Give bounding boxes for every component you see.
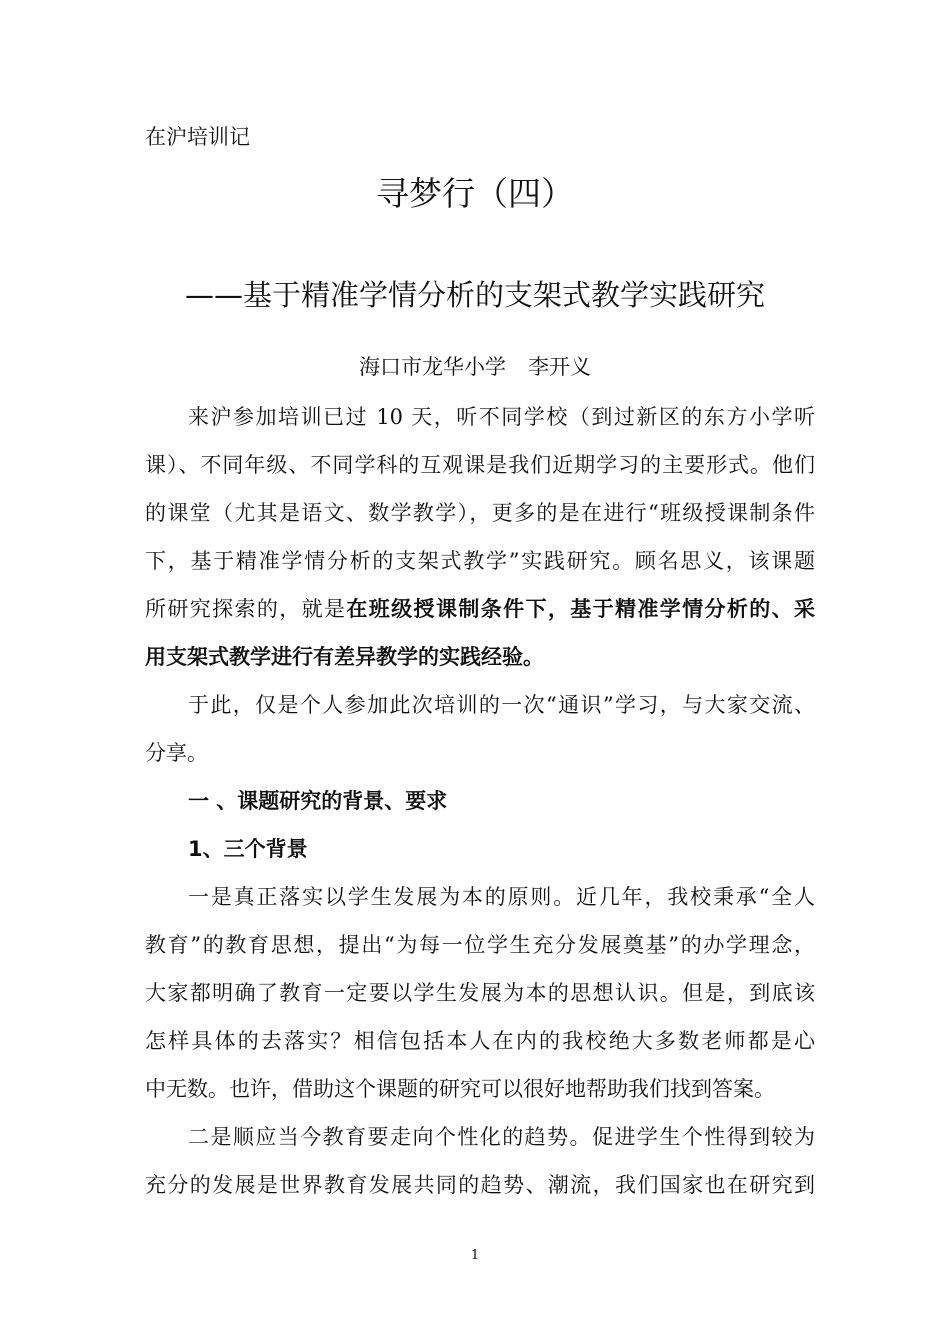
paragraph-line: 一是真正落实以学生发展为本的原则。近几年，我校秉承“全人: [188, 885, 815, 909]
paragraph-line: [145, 589, 815, 637]
author-school: 海口市龙华小学: [359, 355, 506, 379]
paragraph-line: 于此，仅是个人参加此次培训的一次“通识”学习，与大家交流、: [188, 693, 815, 717]
paragraph-line: 下，基于精准学情分析的支架式教学”实践研究。顾名思义，该课题: [145, 549, 815, 573]
author-line: [0, 352, 950, 382]
paragraph-line: 的课堂（尤其是语文、数学教学），更多的是在进行“班级授课制条件: [145, 501, 815, 525]
bold-emphasis: 在班级授课制条件下，基于精准学情分析的、采: [346, 597, 815, 621]
paragraph-line: 怎样具体的去落实？相信包括本人在内的我校绝大多数老师都是心: [145, 1029, 815, 1053]
paragraph-line: 课）、不同年级、不同学科的互观课是我们近期学习的主要形式。他们: [145, 453, 815, 477]
document-title: 寻梦行（四）: [376, 174, 574, 213]
paragraph-line: 充分的发展是世界教育发展共同的趋势、潮流，我们国家也在研究到: [145, 1173, 815, 1197]
author-name: 李开义: [528, 355, 591, 379]
subsection-heading: 1、三个背景: [188, 837, 308, 861]
section-heading: 一 、课题研究的背景、要求: [188, 789, 448, 813]
paragraph-line: 教育”的教育思想，提出“为每一位学生充分发展奠基”的办学理念，: [145, 933, 815, 957]
paragraph-line: 来沪参加培训已过 10 天，听不同学校（到过新区的东方小学听: [188, 405, 815, 429]
line-text: 所研究探索的，就是: [145, 597, 347, 621]
paragraph-line: 分享。: [145, 741, 208, 765]
paragraph-line: 中无数。也许，借助这个课题的研究可以很好地帮助我们找到答案。: [145, 1077, 775, 1101]
document-subtitle: ——基于精准学情分析的支架式教学实践研究: [184, 278, 765, 312]
paragraph-line: 大家都明确了教育一定要以学生发展为本的思想认识。但是，到底该: [145, 981, 815, 1005]
document-body: [145, 397, 815, 1213]
top-note: 在沪培训记: [145, 125, 250, 149]
page-number: 1: [470, 1248, 480, 1263]
bold-emphasis-line: 用支架式教学进行有差异教学的实践经验。: [145, 645, 544, 669]
paragraph-line: 二是顺应当今教育要走向个性化的趋势。促进学生个性得到较为: [188, 1125, 815, 1149]
